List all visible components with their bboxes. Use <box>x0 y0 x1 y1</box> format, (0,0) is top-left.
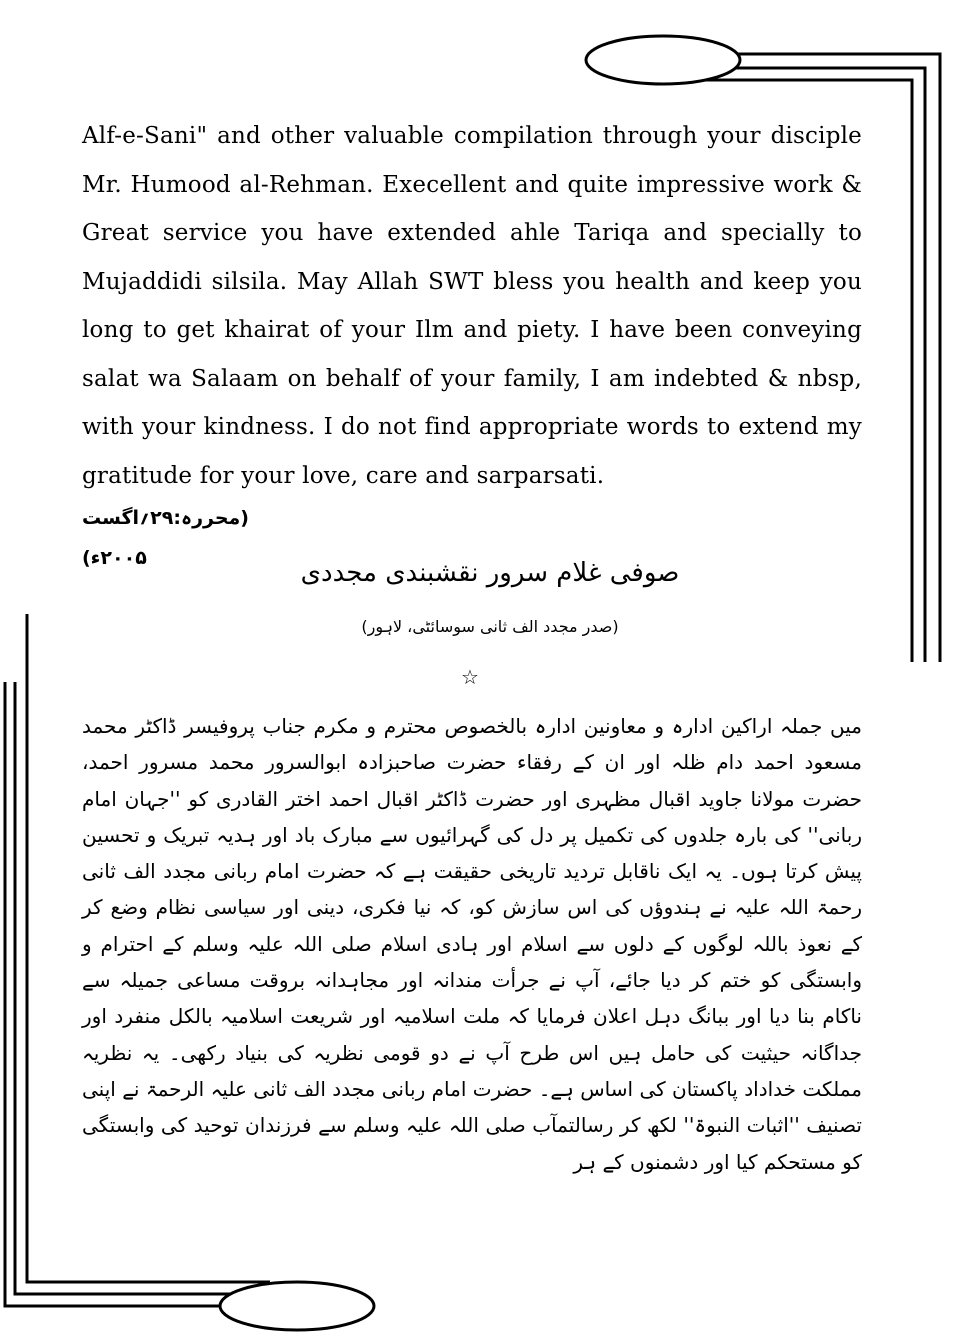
top-scroll-oval <box>586 36 740 84</box>
signature-name: صوفی غلام سرور نقشبندی مجددی <box>300 558 680 588</box>
english-letter-paragraph: Alf-e-Sani" and other valuable compilation through your disciple Mr. Humood al-Rehman. Execellent and quite impressive work & Great service you have extended ahle Tariqa and specially to Mujaddidi silsila. May Allah SWT bless you health and keep you long to get khairat of your Ilm and piety. I have been conveying salat wa Salaam on behalf of your family, I am indebted & nbsp, with your kindness. I do not find appropriate words to extend my gratitude for your love, care and sarparsati. <box>82 123 862 489</box>
urdu-paragraph: میں جملہ اراکین ادارہ و معاونین ادارہ بالخصوص محترم و مکرم جناب پروفیسر ڈاکٹر محمد مسعود احمد دام ظلہ اور ان کے رفقاء حضرت صاحبزادہ ابوالسرور محمد مسرور احمد، حضرت مولانا جاوید اقبال مظہری اور حضرت ڈاکٹر اقبال احمد اختر القادری کو ''جہان امام ربانی'' کی بارہ جلدوں کی تکمیل پر دل کی گہرائیوں سے مبارک باد اور ہدیہ تبریک و تحسین پیش کرتا ہوں۔ یہ ایک ناقابل تردید تاریخی حقیقت ہے کہ حضرت امام ربانی مجدد الف ثانی رحمۃ اللہ علیہ نے ہندوؤں کی اس سازش کو، کہ نیا فکری، دینی اور سیاسی نظام وضع کر کے نعوذ باللہ لوگوں کے دلوں سے اسلام اور ہادی اسلام صلی اللہ علیہ وسلم کے احترام و وابستگی کو ختم کر دیا جائے، آپ نے جرأت مندانہ اور مجاہدانہ بروقت مساعی جمیلہ سے ناکام بنا دیا اور ببانگ دہل اعلان فرمایا کہ ملت اسلامیہ اور شریعت اسلامیہ بالکل منفرد اور جداگانہ حیثیت کی حامل ہیں اس طرح آپ نے دو قومی نظریہ کی بنیاد رکھی۔ یہ نظریہ مملکت خداداد پاکستان کی اساس ہے۔ حضرت امام ربانی مجدد الف ثانی علیہ الرحمۃ نے اپنی تصنیف ''اثبات النبوۃ'' لکھ کر رسالتمآب صلی اللہ علیہ وسلم سے فرزندان توحید کی وابستگی کو مستحکم کیا اور دشمنوں کے ہر <box>82 714 862 1174</box>
dated-line: (محررہ:۲۹؍اگست ۲۰۰۵ء) <box>82 507 249 569</box>
bottom-scroll-oval <box>220 1282 374 1330</box>
star-separator-icon: ☆ <box>461 665 479 689</box>
signature-title: (صدر مجدد الف ثانی سوسائٹی، لاہور) <box>361 617 619 636</box>
